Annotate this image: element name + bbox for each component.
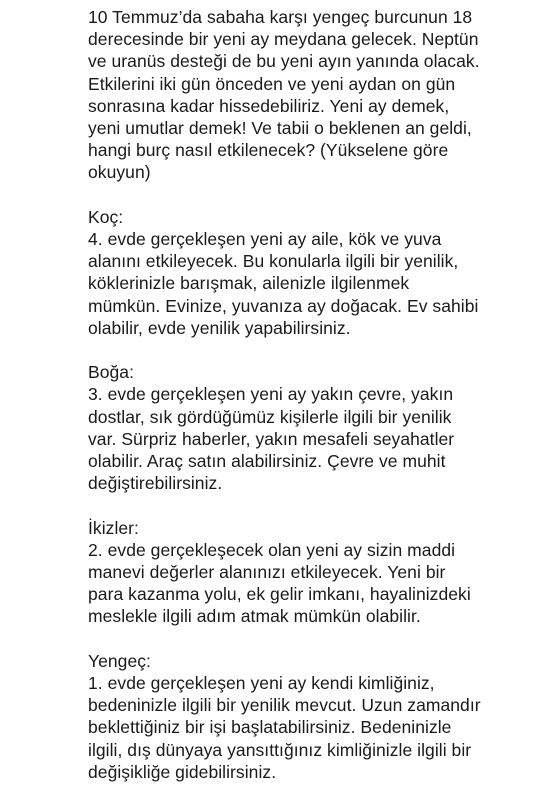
sign-text-koc: 4. evde gerçekleşen yeni ay aile, kök ve yuva alanını etkileyecek. Bu konularla ilgili bir yenilik, köklerinizle barışmak, ailenizle ilgilenmek mümkün. Evinize, yuvanıza ay doğacak. Ev sahibi olabilir, evde yenilik yapabilirsiniz. (88, 229, 479, 338)
sign-heading-koc: Koç: (88, 206, 124, 227)
sign-heading-boga: Boğa: (88, 362, 134, 383)
sign-text-ikizler: 2. evde gerçekleşecek olan yeni ay sizin maddi manevi değerler alanınızı etkileyecek. Yeni bir para kazanma yolu, ek gelir imkanı, hayalinizdeki meslekle ilgili adım atmak mümkün olabilir. (88, 539, 471, 627)
spacer (88, 628, 540, 650)
sign-heading-yengec: Yengeç: (88, 650, 151, 671)
spacer (88, 339, 540, 361)
sign-text-yengec: 1. evde gerçekleşen yeni ay kendi kimliğiniz, bedeninizle ilgili bir yenilik mevcut. Uzun zamandır beklettiğiniz bir işi başlatabilirsiniz. Bedeninizle ilgili, dış dünyaya yansıttığınız kimliğinizle ilgili bir değişikliğe gidebilirsiniz. (88, 673, 481, 782)
sign-heading-ikizler: İkizler: (88, 517, 139, 538)
spacer (88, 494, 540, 516)
spacer (88, 184, 540, 206)
sign-text-boga: 3. evde gerçekleşen yeni ay yakın çevre, yakın dostlar, sık gördüğümüz kişilerle ilgili bir yenilik var. Sürpriz haberler, yakın mesafeli seyahatler olabilir. Araç satın alabilirsiniz. Çevre ve muhit değiştirebilirsiniz. (88, 384, 455, 494)
intro-paragraph: 10 Temmuz’da sabaha karşı yengeç burcunun 18 derecesinde bir yeni ay meydana gelecek. Neptün ve uranüs desteği de bu yeni ayın yanında olacak. Etkilerini iki gün önceden ve yeni aydan on gün sonrasına kadar hissedebiliriz. Yeni ay demek, yeni umutlar demek! Ve tabii o beklenen an geldi, hangi burç nasıl etkilenecek? (Yükselene göre okuyun) (88, 7, 480, 183)
